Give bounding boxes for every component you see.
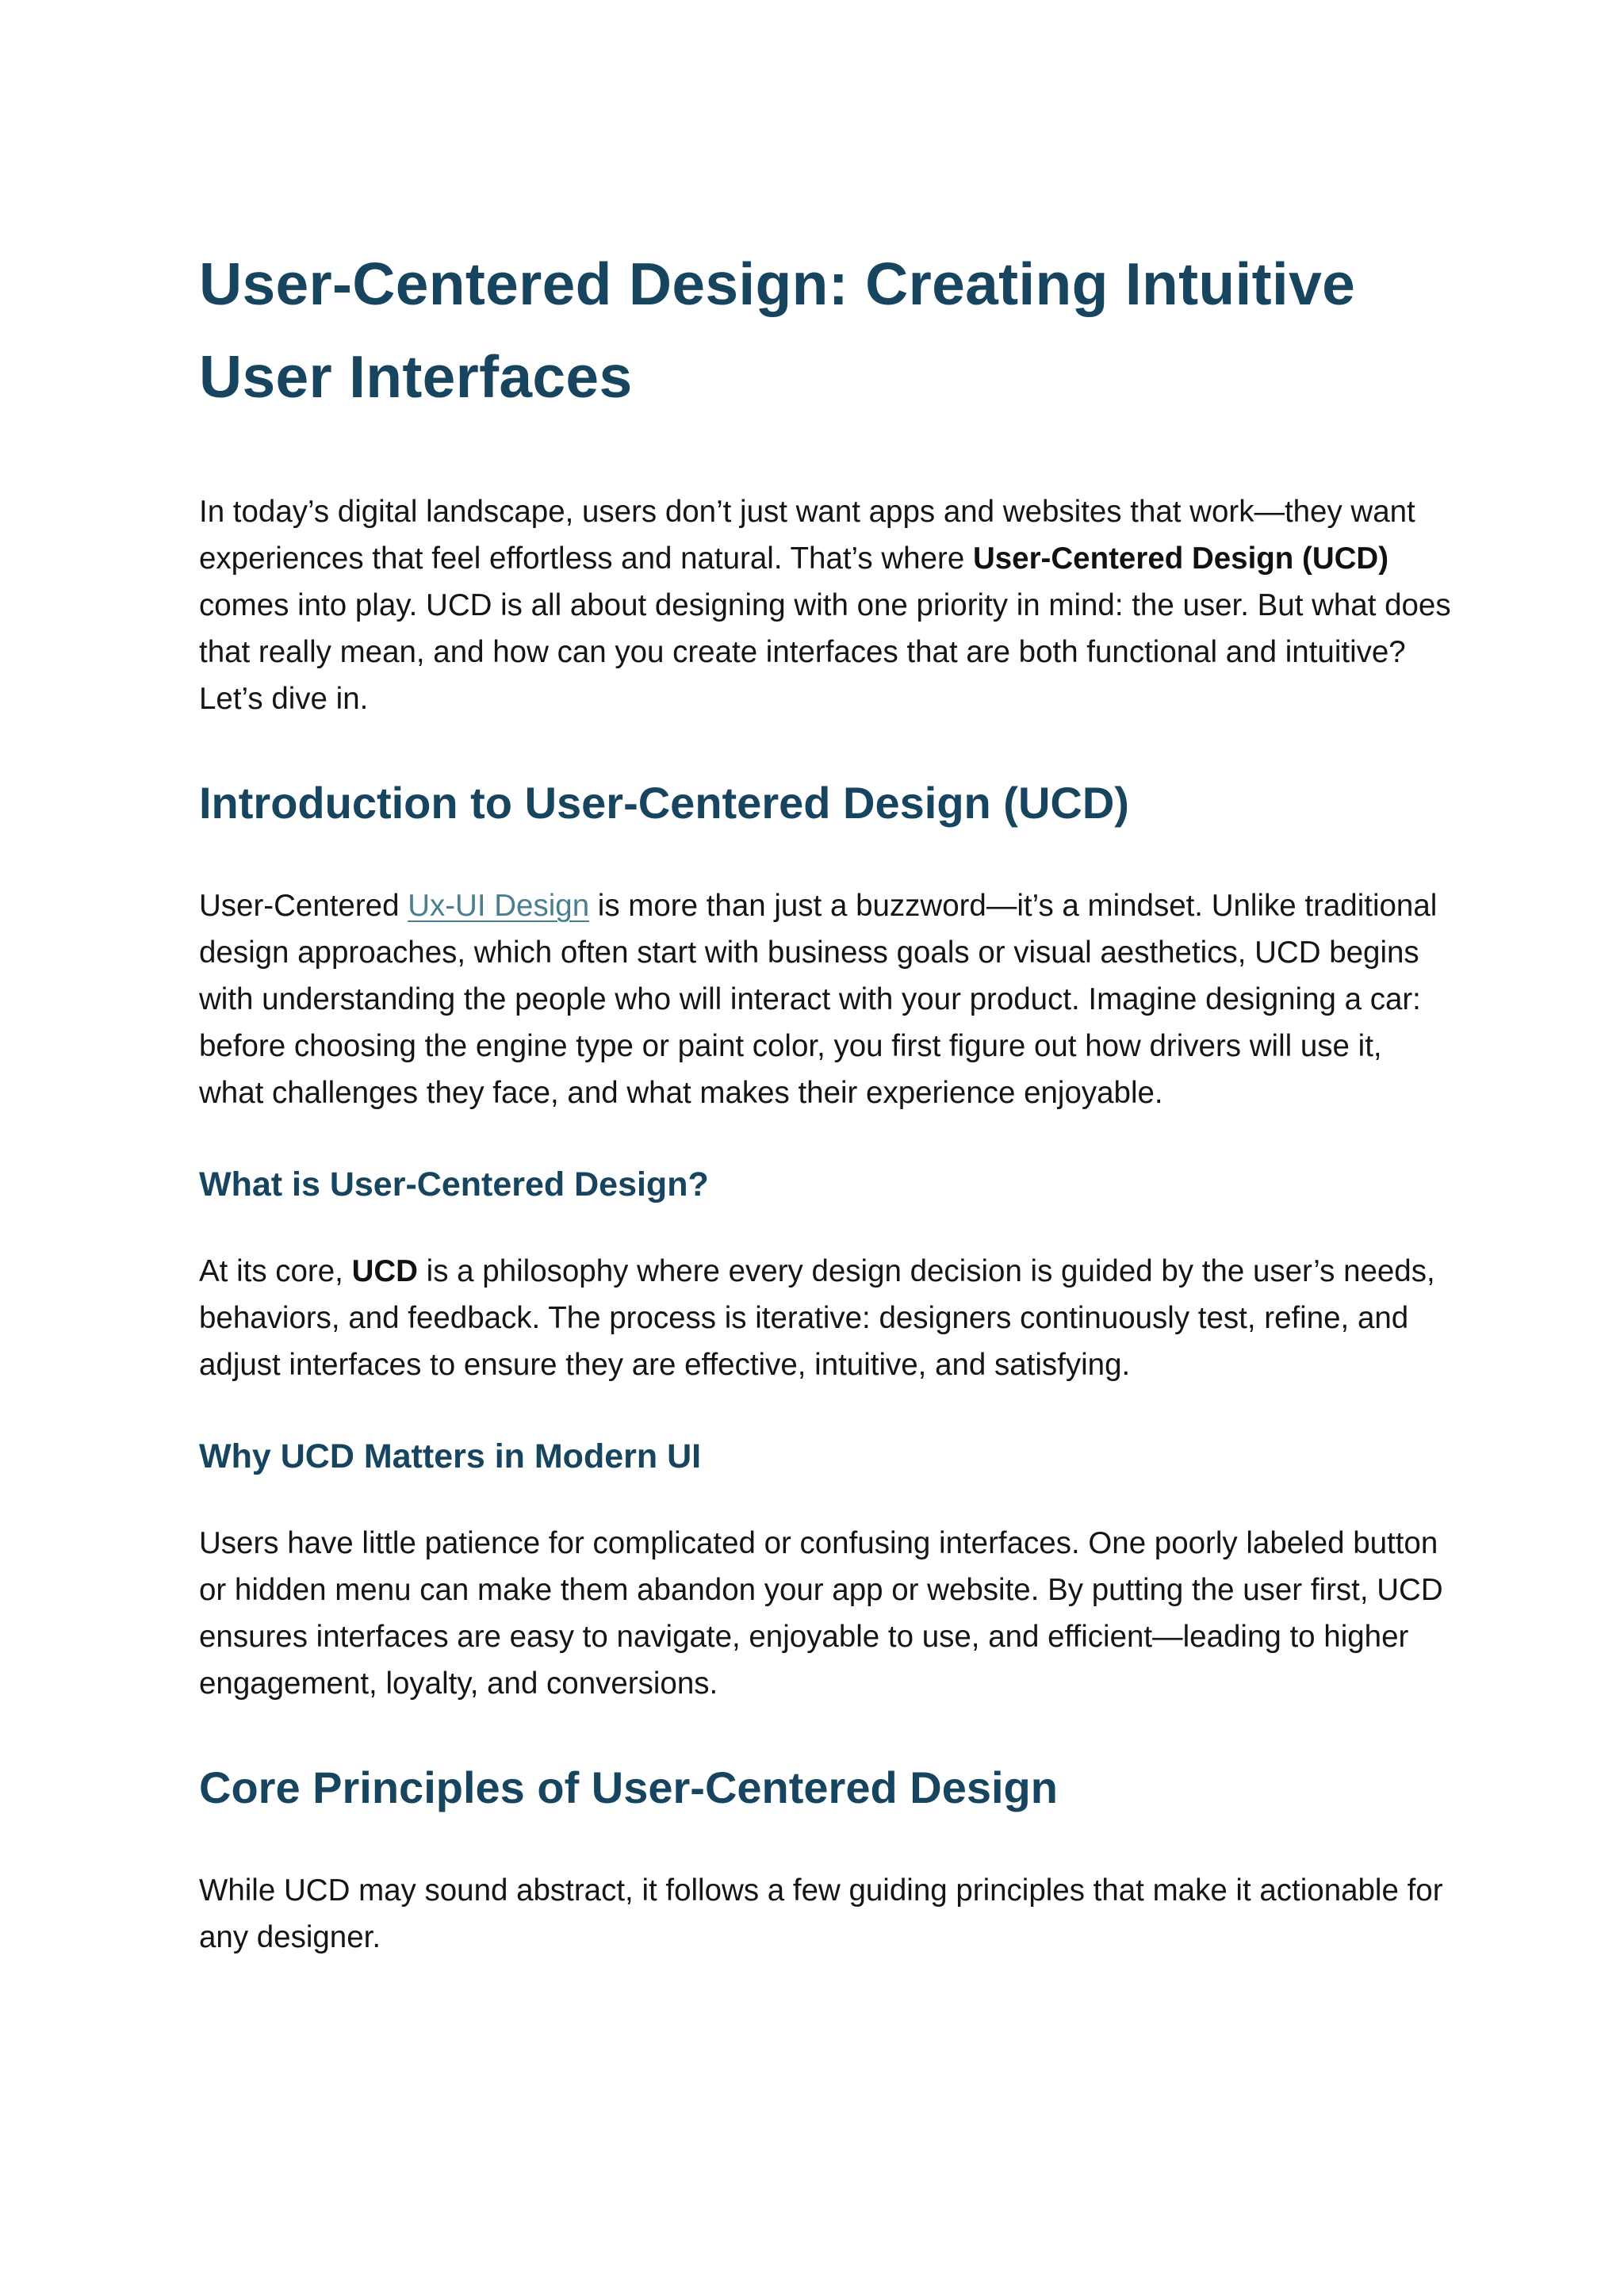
intro-bold-term: User-Centered Design (UCD) — [972, 541, 1389, 576]
intro-text-start: In today’s digital landscape, users don’t just want apps and websites that work—they want experiences that feel effortless and natural. That’s where — [199, 495, 1415, 576]
introduction-text-start: User-Centered — [199, 889, 408, 923]
section-heading-introduction: Introduction to User-Centered Design (UCD) — [199, 778, 1129, 828]
what-is-ucd-text-end: is a philosophy where every design decision is guided by the user’s needs, behaviors, and feedback. The process is iterative: designers continuously test, refine, and adjust interfaces to ensure they are effective, intuitive, and satisfying. — [199, 1254, 1435, 1382]
intro-text-end: comes into play. UCD is all about designing with one priority in mind: the user. But what does that really mean, and how can you create interfaces that are both functional and intuitive? Let’s dive in. — [199, 588, 1451, 716]
subheading-why-ucd-matters: Why UCD Matters in Modern UI — [199, 1437, 702, 1475]
page-title: User-Centered Design: Creating Intuitive User Interfaces — [199, 251, 1356, 410]
ux-ui-design-link[interactable]: Ux-UI Design — [408, 889, 590, 923]
document-page — [199, 238, 1452, 1961]
why-ucd-matters-paragraph: Users have little patience for complicated or confusing interfaces. One poorly labeled button or hidden menu can make them abandon your app or website. By putting the user first, UCD ensures interfaces are easy to navigate, enjoyable to use, and efficient—leading to higher engagement, loyalty, and conversions. — [199, 1526, 1443, 1701]
what-is-ucd-text-start: At its core, — [199, 1254, 352, 1288]
introduction-text-end: is more than just a buzzword—it’s a mindset. Unlike traditional design approaches, which often start with business goals or visual aesthetics, UCD begins with understanding the people who will interact with your product. Imagine designing a car: before choosing the engine type or paint color, you first figure out how drivers will use it, what challenges they face, and what makes their experience enjoyable. — [199, 889, 1438, 1110]
what-is-ucd-paragraph — [199, 1248, 1452, 1388]
subheading-what-is-ucd: What is User-Centered Design? — [199, 1165, 709, 1203]
introduction-paragraph — [199, 882, 1452, 1116]
ucd-bold-term: UCD — [351, 1254, 418, 1288]
section-heading-core-principles: Core Principles of User-Centered Design — [199, 1762, 1058, 1812]
intro-paragraph — [199, 488, 1452, 722]
core-principles-paragraph: While UCD may sound abstract, it follows a few guiding principles that make it actionable for any designer. — [199, 1873, 1443, 1954]
